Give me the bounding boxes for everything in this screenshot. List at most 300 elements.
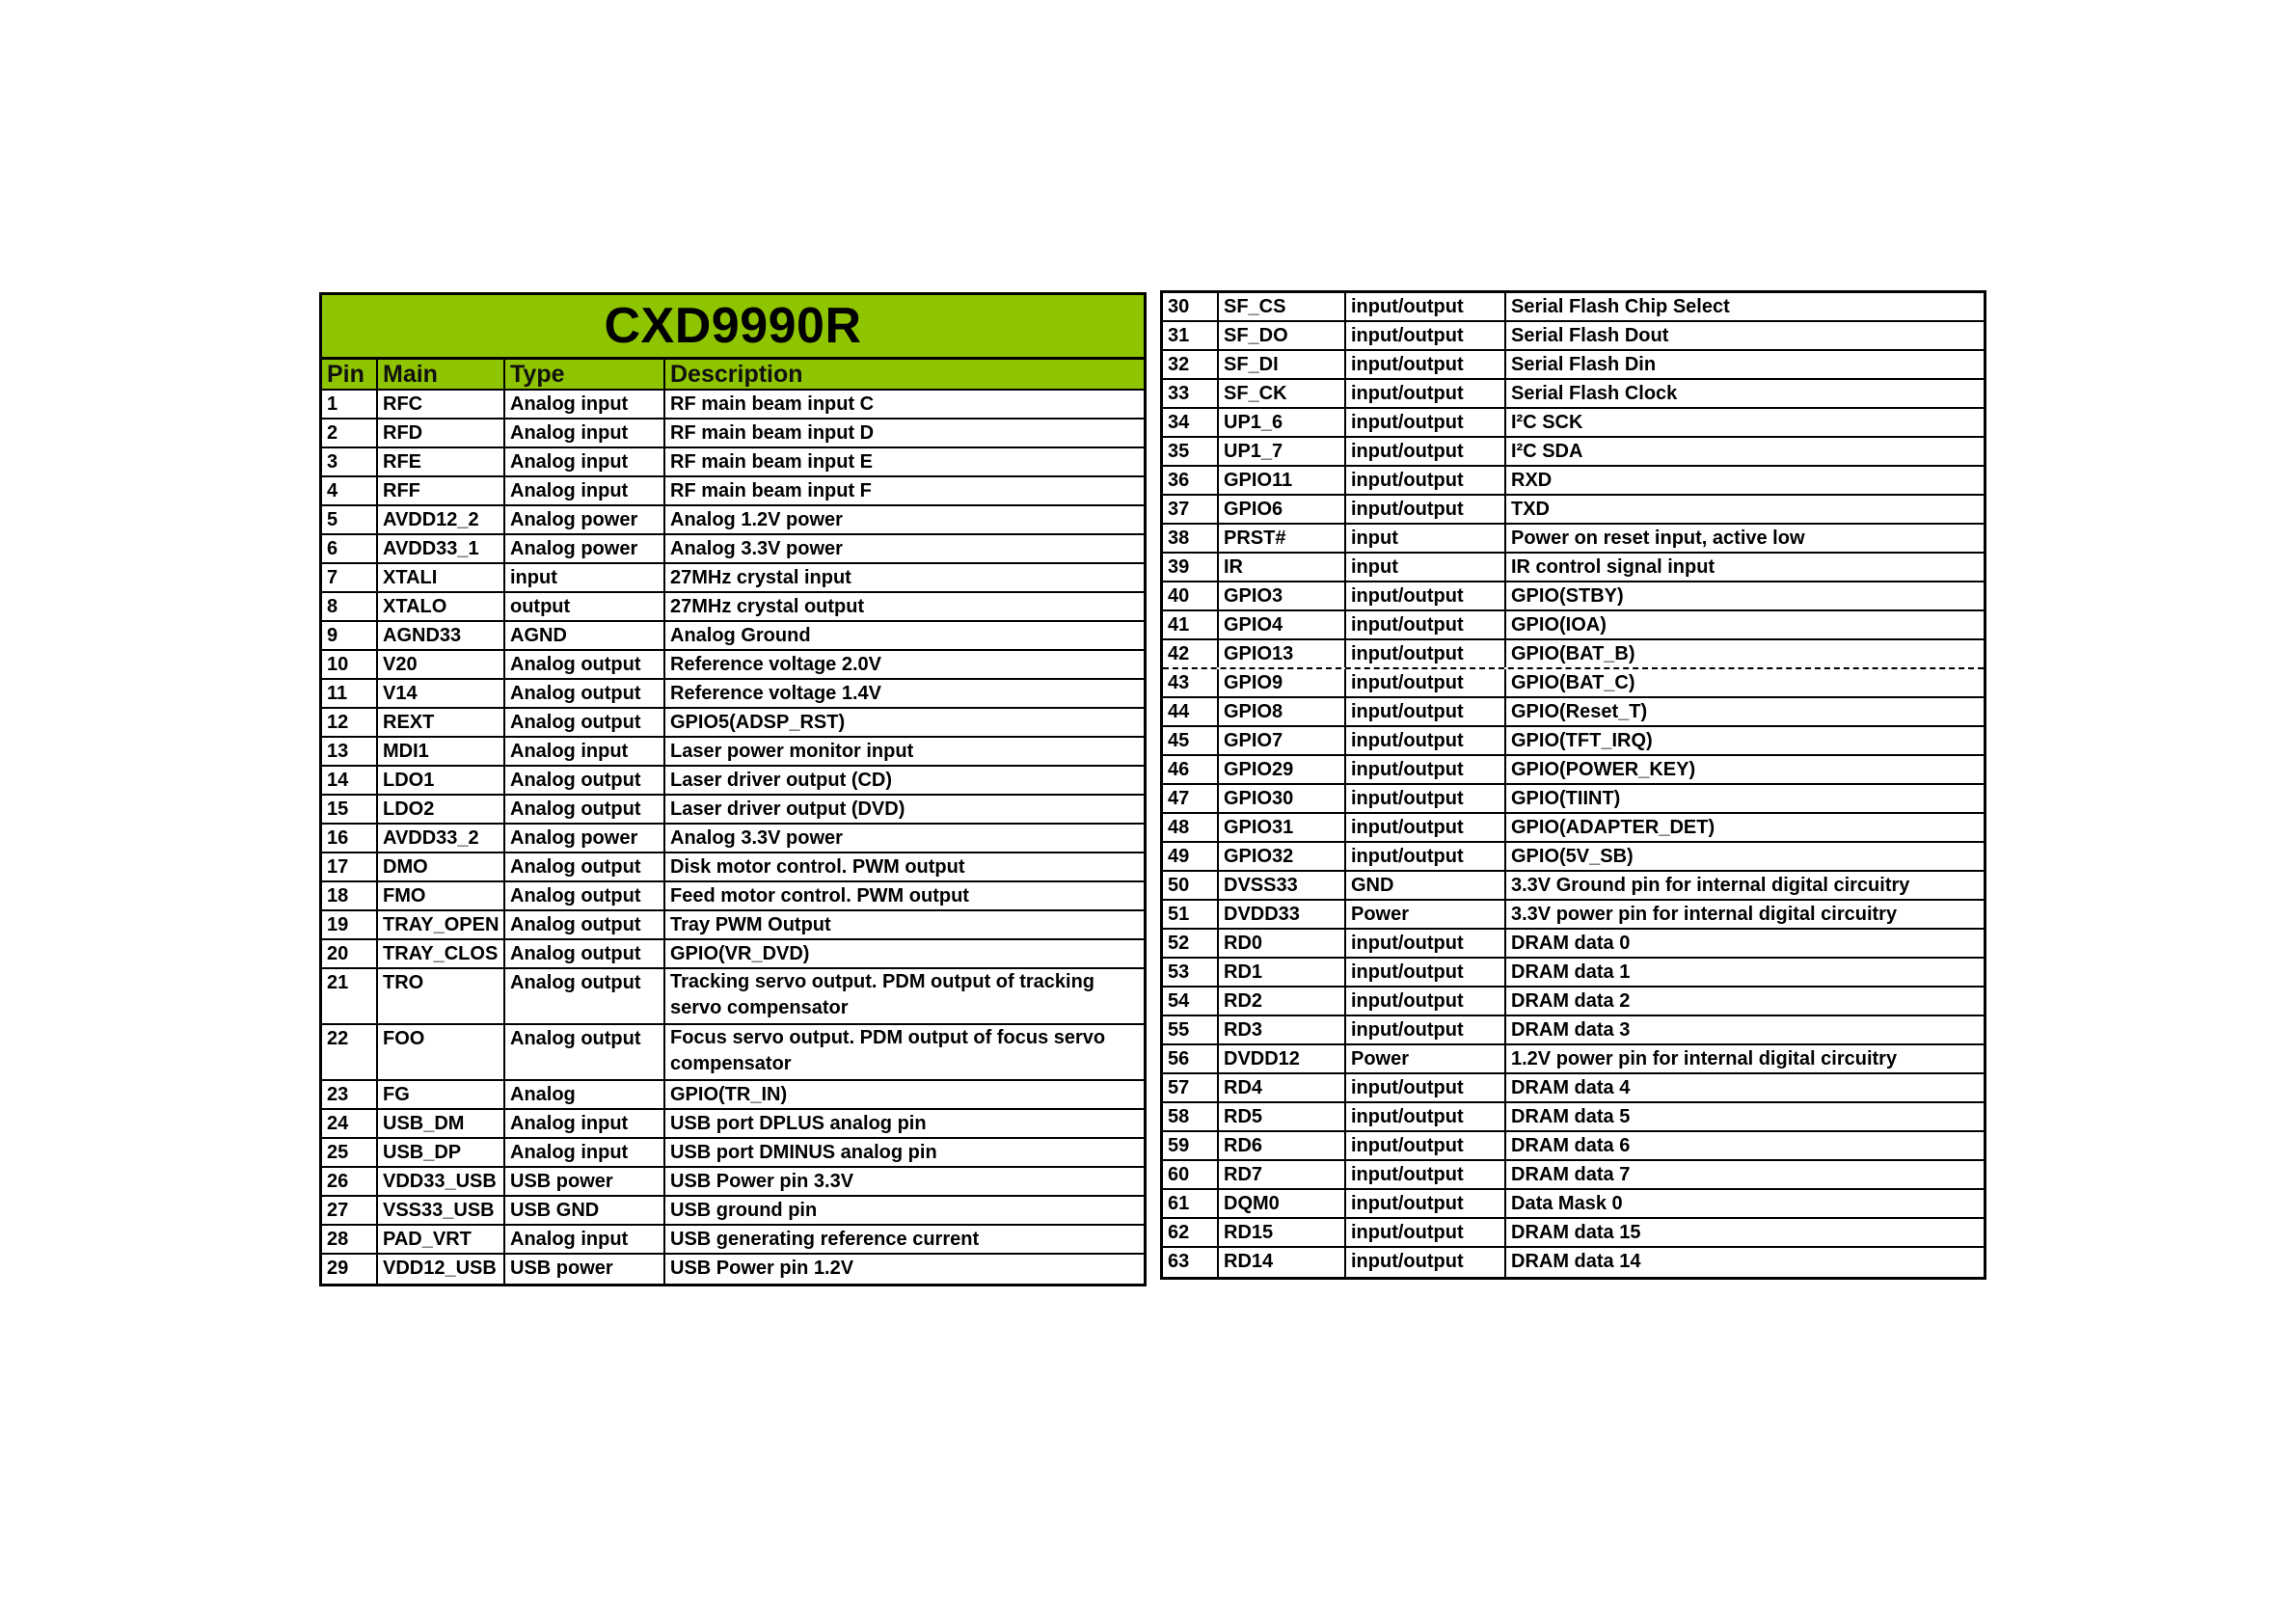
description-cell: USB port DPLUS analog pin — [670, 1113, 927, 1134]
main-cell: GPIO13 — [1219, 640, 1346, 667]
description-cell: RF main beam input E — [670, 451, 874, 473]
type-cell: Analog output — [505, 796, 665, 823]
table-row — [322, 506, 1144, 535]
type-cell: input/output — [1346, 1132, 1506, 1159]
main-cell: XTALI — [378, 564, 505, 591]
pin-cell: 54 — [1163, 988, 1219, 1015]
header-main: Main — [378, 360, 505, 389]
pin-cell: 28 — [322, 1226, 378, 1253]
pin-table-left — [319, 292, 1147, 1286]
type-cell: input/output — [1346, 959, 1506, 986]
pin-cell: 53 — [1163, 959, 1219, 986]
pin-cell: 24 — [322, 1110, 378, 1137]
main-cell: TRAY_OPEN — [378, 911, 505, 938]
pin-cell: 19 — [322, 911, 378, 938]
table-row — [322, 420, 1144, 448]
pin-cell: 57 — [1163, 1074, 1219, 1101]
main-cell: GPIO3 — [1219, 582, 1346, 609]
description-cell: DRAM data 4 — [1511, 1077, 1631, 1098]
description-cell: Analog 1.2V power — [670, 509, 843, 530]
table-row — [322, 651, 1144, 680]
main-cell: RFE — [378, 448, 505, 475]
table-header-row — [322, 360, 1144, 391]
type-cell: Analog input — [505, 391, 665, 418]
table-row — [1163, 814, 1984, 843]
type-cell: input — [1346, 525, 1506, 552]
description-cell: USB Power pin 3.3V — [670, 1171, 854, 1192]
type-cell: Analog input — [505, 738, 665, 765]
table-row — [1163, 785, 1984, 814]
main-cell: DMO — [378, 853, 505, 880]
table-row — [1163, 1132, 1984, 1161]
header-pin: Pin — [322, 360, 378, 389]
pin-cell: 16 — [322, 825, 378, 852]
table-row — [322, 564, 1144, 593]
description-cell: GPIO(IOA) — [1511, 614, 1607, 636]
type-cell: input/output — [1346, 1074, 1506, 1101]
type-cell: Analog output — [505, 940, 665, 967]
table-row — [322, 969, 1144, 1025]
pin-cell: 43 — [1163, 669, 1219, 696]
main-cell: GPIO9 — [1219, 669, 1346, 696]
description-cell: Laser driver output (CD) — [670, 770, 893, 791]
table-row — [1163, 322, 1984, 351]
main-cell: RD14 — [1219, 1248, 1346, 1277]
type-cell: GND — [1346, 872, 1506, 899]
main-cell: REXT — [378, 709, 505, 736]
main-cell: TRO — [378, 969, 505, 1023]
table-row — [322, 535, 1144, 564]
table-row — [322, 622, 1144, 651]
description-cell: Data Mask 0 — [1511, 1193, 1623, 1214]
left-table-body — [322, 391, 1144, 1284]
type-cell: input/output — [1346, 669, 1506, 696]
pin-table-right — [1160, 290, 1986, 1280]
table-row — [1163, 554, 1984, 582]
main-cell: USB_DM — [378, 1110, 505, 1137]
type-cell: input/output — [1346, 1190, 1506, 1217]
table-row — [322, 593, 1144, 622]
type-cell: Analog input — [505, 1139, 665, 1166]
table-row — [322, 1081, 1144, 1110]
main-cell: PRST# — [1219, 525, 1346, 552]
pin-cell: 61 — [1163, 1190, 1219, 1217]
description-cell: Focus servo output. PDM output of focus servo compensator — [670, 1027, 1106, 1074]
pin-cell: 8 — [322, 593, 378, 620]
description-cell: Serial Flash Dout — [1511, 325, 1669, 346]
table-row — [322, 680, 1144, 709]
table-row — [1163, 1074, 1984, 1103]
pin-cell: 13 — [322, 738, 378, 765]
header-type: Type — [505, 360, 665, 389]
main-cell: RD5 — [1219, 1103, 1346, 1130]
description-cell: GPIO(TR_IN) — [670, 1084, 788, 1105]
pin-cell: 26 — [322, 1168, 378, 1195]
main-cell: VDD12_USB — [378, 1255, 505, 1284]
pin-cell: 6 — [322, 535, 378, 562]
description-cell: GPIO5(ADSP_RST) — [670, 712, 846, 733]
table-row — [1163, 756, 1984, 785]
description-cell: I²C SCK — [1511, 412, 1583, 433]
pin-cell: 52 — [1163, 930, 1219, 957]
type-cell: USB power — [505, 1255, 665, 1284]
main-cell: RFD — [378, 420, 505, 447]
description-cell: Laser power monitor input — [670, 741, 914, 762]
table-row — [322, 1197, 1144, 1226]
description-cell: GPIO(BAT_B) — [1511, 643, 1635, 664]
pin-cell: 45 — [1163, 727, 1219, 754]
description-cell: GPIO(POWER_KEY) — [1511, 759, 1696, 780]
description-cell: Serial Flash Din — [1511, 354, 1657, 375]
pin-cell: 47 — [1163, 785, 1219, 812]
type-cell: input/output — [1346, 843, 1506, 870]
type-cell: input/output — [1346, 1103, 1506, 1130]
pin-cell: 46 — [1163, 756, 1219, 783]
type-cell: Analog output — [505, 709, 665, 736]
pin-cell: 2 — [322, 420, 378, 447]
description-cell: GPIO(BAT_C) — [1511, 672, 1635, 693]
type-cell: Analog power — [505, 506, 665, 533]
type-cell: Analog output — [505, 680, 665, 707]
table-row — [1163, 496, 1984, 525]
description-cell: RF main beam input F — [670, 480, 872, 501]
description-cell: Serial Flash Clock — [1511, 383, 1678, 404]
main-cell: AVDD33_1 — [378, 535, 505, 562]
type-cell: input/output — [1346, 1161, 1506, 1188]
pin-cell: 27 — [322, 1197, 378, 1224]
description-cell: USB generating reference current — [670, 1229, 980, 1250]
pin-cell: 63 — [1163, 1248, 1219, 1277]
main-cell: GPIO32 — [1219, 843, 1346, 870]
table-row — [322, 853, 1144, 882]
description-cell: GPIO(VR_DVD) — [670, 943, 810, 964]
main-cell: DVDD33 — [1219, 901, 1346, 928]
description-cell: DRAM data 0 — [1511, 933, 1631, 954]
pin-cell: 12 — [322, 709, 378, 736]
type-cell: input/output — [1346, 640, 1506, 667]
type-cell: input/output — [1346, 351, 1506, 378]
table-row — [322, 825, 1144, 853]
pin-cell: 5 — [322, 506, 378, 533]
description-cell: USB ground pin — [670, 1200, 818, 1221]
main-cell: RD15 — [1219, 1219, 1346, 1246]
main-cell: SF_CK — [1219, 380, 1346, 407]
pin-cell: 56 — [1163, 1045, 1219, 1072]
description-cell: 27MHz crystal output — [670, 596, 865, 617]
type-cell: Analog output — [505, 911, 665, 938]
table-row — [1163, 525, 1984, 554]
type-cell: output — [505, 593, 665, 620]
description-cell: RF main beam input C — [670, 393, 875, 415]
description-cell: DRAM data 6 — [1511, 1135, 1631, 1156]
table-row — [322, 911, 1144, 940]
pin-cell: 58 — [1163, 1103, 1219, 1130]
main-cell: GPIO30 — [1219, 785, 1346, 812]
main-cell: RD7 — [1219, 1161, 1346, 1188]
description-cell: DRAM data 14 — [1511, 1251, 1641, 1272]
pin-cell: 1 — [322, 391, 378, 418]
description-cell: GPIO(STBY) — [1511, 585, 1624, 607]
table-row — [322, 767, 1144, 796]
main-cell: RD1 — [1219, 959, 1346, 986]
table-row — [322, 1226, 1144, 1255]
description-cell: Analog 3.3V power — [670, 538, 843, 559]
type-cell: input/output — [1346, 785, 1506, 812]
description-cell: DRAM data 1 — [1511, 961, 1631, 983]
description-cell: Tracking servo output. PDM output of tracking servo compensator — [670, 971, 1095, 1018]
header-description: Description — [670, 361, 803, 388]
table-row — [1163, 1161, 1984, 1190]
table-row — [322, 940, 1144, 969]
description-cell: Disk motor control. PWM output — [670, 856, 965, 878]
description-cell: RF main beam input D — [670, 422, 875, 444]
pin-cell: 30 — [1163, 293, 1219, 320]
table-row — [1163, 351, 1984, 380]
type-cell: input/output — [1346, 293, 1506, 320]
type-cell: input/output — [1346, 467, 1506, 494]
table-title: CXD9990R — [322, 295, 1144, 360]
main-cell: TRAY_CLOS — [378, 940, 505, 967]
description-cell: DRAM data 5 — [1511, 1106, 1631, 1127]
type-cell: Analog output — [505, 1025, 665, 1079]
type-cell: input/output — [1346, 698, 1506, 725]
main-cell: GPIO29 — [1219, 756, 1346, 783]
main-cell: AGND33 — [378, 622, 505, 649]
pin-cell: 41 — [1163, 611, 1219, 638]
table-row — [322, 1168, 1144, 1197]
pin-cell: 18 — [322, 882, 378, 909]
table-row — [322, 709, 1144, 738]
description-cell: Power on reset input, active low — [1511, 528, 1805, 549]
pin-cell: 35 — [1163, 438, 1219, 465]
pin-cell: 39 — [1163, 554, 1219, 581]
table-row — [322, 796, 1144, 825]
pin-cell: 34 — [1163, 409, 1219, 436]
main-cell: USB_DP — [378, 1139, 505, 1166]
main-cell: RFF — [378, 477, 505, 504]
table-row — [322, 477, 1144, 506]
main-cell: DQM0 — [1219, 1190, 1346, 1217]
main-cell: RFC — [378, 391, 505, 418]
pin-cell: 33 — [1163, 380, 1219, 407]
pin-cell: 50 — [1163, 872, 1219, 899]
type-cell: Analog output — [505, 882, 665, 909]
pin-cell: 22 — [322, 1025, 378, 1079]
description-cell: GPIO(ADAPTER_DET) — [1511, 817, 1715, 838]
main-cell: DVDD12 — [1219, 1045, 1346, 1072]
type-cell: Analog power — [505, 825, 665, 852]
pin-cell: 60 — [1163, 1161, 1219, 1188]
table-row — [322, 448, 1144, 477]
description-cell: Tray PWM Output — [670, 914, 831, 935]
pin-cell: 29 — [322, 1255, 378, 1284]
description-cell: RXD — [1511, 470, 1553, 491]
description-cell: USB Power pin 1.2V — [670, 1258, 854, 1279]
table-row — [1163, 1103, 1984, 1132]
table-row — [322, 882, 1144, 911]
main-cell: GPIO8 — [1219, 698, 1346, 725]
table-row — [1163, 843, 1984, 872]
table-row — [1163, 698, 1984, 727]
main-cell: IR — [1219, 554, 1346, 581]
type-cell: Analog output — [505, 651, 665, 678]
type-cell: input/output — [1346, 380, 1506, 407]
pin-cell: 21 — [322, 969, 378, 1023]
type-cell: input — [1346, 554, 1506, 581]
pin-cell: 37 — [1163, 496, 1219, 523]
pin-cell: 62 — [1163, 1219, 1219, 1246]
table-row — [1163, 582, 1984, 611]
table-row — [1163, 409, 1984, 438]
main-cell: RD4 — [1219, 1074, 1346, 1101]
table-row — [1163, 640, 1984, 669]
table-row — [322, 1139, 1144, 1168]
type-cell: Analog output — [505, 969, 665, 1023]
main-cell: FG — [378, 1081, 505, 1108]
main-cell: RD0 — [1219, 930, 1346, 957]
pin-cell: 59 — [1163, 1132, 1219, 1159]
table-row — [1163, 467, 1984, 496]
table-row — [1163, 1190, 1984, 1219]
description-cell: TXD — [1511, 499, 1550, 520]
type-cell: input/output — [1346, 1016, 1506, 1043]
type-cell: Analog power — [505, 535, 665, 562]
description-cell: Reference voltage 2.0V — [670, 654, 881, 675]
pin-cell: 7 — [322, 564, 378, 591]
description-cell: Laser driver output (DVD) — [670, 798, 905, 820]
table-row — [1163, 1016, 1984, 1045]
type-cell: Power — [1346, 901, 1506, 928]
main-cell: V20 — [378, 651, 505, 678]
main-cell: RD2 — [1219, 988, 1346, 1015]
description-cell: I²C SDA — [1511, 441, 1583, 462]
type-cell: input/output — [1346, 582, 1506, 609]
type-cell: Analog input — [505, 448, 665, 475]
table-row — [1163, 293, 1984, 322]
table-row — [1163, 988, 1984, 1016]
type-cell: input — [505, 564, 665, 591]
main-cell: UP1_7 — [1219, 438, 1346, 465]
main-cell: GPIO7 — [1219, 727, 1346, 754]
pin-cell: 42 — [1163, 640, 1219, 667]
table-row — [322, 1025, 1144, 1081]
pin-cell: 48 — [1163, 814, 1219, 841]
description-cell: USB port DMINUS analog pin — [670, 1142, 937, 1163]
main-cell: FMO — [378, 882, 505, 909]
type-cell: Analog output — [505, 853, 665, 880]
main-cell: PAD_VRT — [378, 1226, 505, 1253]
type-cell: input/output — [1346, 756, 1506, 783]
main-cell: VDD33_USB — [378, 1168, 505, 1195]
main-cell: AVDD33_2 — [378, 825, 505, 852]
table-row — [322, 391, 1144, 420]
type-cell: input/output — [1346, 409, 1506, 436]
table-row — [1163, 669, 1984, 698]
pin-cell: 49 — [1163, 843, 1219, 870]
table-row — [322, 1110, 1144, 1139]
type-cell: input/output — [1346, 322, 1506, 349]
main-cell: SF_DO — [1219, 322, 1346, 349]
description-cell: DRAM data 15 — [1511, 1222, 1641, 1243]
pin-cell: 40 — [1163, 582, 1219, 609]
type-cell: input/output — [1346, 814, 1506, 841]
main-cell: MDI1 — [378, 738, 505, 765]
type-cell: USB power — [505, 1168, 665, 1195]
table-row — [1163, 380, 1984, 409]
type-cell: input/output — [1346, 727, 1506, 754]
type-cell: Analog — [505, 1081, 665, 1108]
description-cell: GPIO(TFT_IRQ) — [1511, 730, 1653, 751]
main-cell: FOO — [378, 1025, 505, 1079]
description-cell: 1.2V power pin for internal digital circuitry — [1511, 1048, 1898, 1069]
type-cell: input/output — [1346, 930, 1506, 957]
table-row — [1163, 1045, 1984, 1074]
type-cell: input/output — [1346, 611, 1506, 638]
type-cell: input/output — [1346, 1219, 1506, 1246]
type-cell: input/output — [1346, 496, 1506, 523]
main-cell: LDO2 — [378, 796, 505, 823]
main-cell: RD6 — [1219, 1132, 1346, 1159]
description-cell: DRAM data 3 — [1511, 1019, 1631, 1041]
description-cell: Serial Flash Chip Select — [1511, 296, 1730, 317]
pin-cell: 32 — [1163, 351, 1219, 378]
type-cell: input/output — [1346, 988, 1506, 1015]
table-row — [322, 738, 1144, 767]
pin-cell: 4 — [322, 477, 378, 504]
main-cell: VSS33_USB — [378, 1197, 505, 1224]
description-cell: Feed motor control. PWM output — [670, 885, 969, 907]
pin-cell: 20 — [322, 940, 378, 967]
pin-cell: 36 — [1163, 467, 1219, 494]
type-cell: Analog output — [505, 767, 665, 794]
main-cell: GPIO11 — [1219, 467, 1346, 494]
main-cell: AVDD12_2 — [378, 506, 505, 533]
table-row — [1163, 611, 1984, 640]
description-cell: Reference voltage 1.4V — [670, 683, 881, 704]
pin-cell: 55 — [1163, 1016, 1219, 1043]
main-cell: SF_CS — [1219, 293, 1346, 320]
pin-cell: 23 — [322, 1081, 378, 1108]
pin-cell: 25 — [322, 1139, 378, 1166]
main-cell: GPIO4 — [1219, 611, 1346, 638]
table-row — [1163, 872, 1984, 901]
pin-cell: 9 — [322, 622, 378, 649]
description-cell: GPIO(5V_SB) — [1511, 846, 1634, 867]
description-cell: Analog 3.3V power — [670, 827, 843, 849]
pin-cell: 31 — [1163, 322, 1219, 349]
description-cell: Analog Ground — [670, 625, 811, 646]
main-cell: GPIO6 — [1219, 496, 1346, 523]
type-cell: AGND — [505, 622, 665, 649]
type-cell: USB GND — [505, 1197, 665, 1224]
right-table-body — [1163, 293, 1984, 1277]
main-cell: V14 — [378, 680, 505, 707]
main-cell: RD3 — [1219, 1016, 1346, 1043]
table-row — [1163, 930, 1984, 959]
type-cell: Analog input — [505, 420, 665, 447]
main-cell: GPIO31 — [1219, 814, 1346, 841]
pin-cell: 10 — [322, 651, 378, 678]
pin-cell: 17 — [322, 853, 378, 880]
description-cell: 27MHz crystal input — [670, 567, 851, 588]
type-cell: input/output — [1346, 438, 1506, 465]
pin-cell: 11 — [322, 680, 378, 707]
pin-cell: 44 — [1163, 698, 1219, 725]
type-cell: Analog input — [505, 1110, 665, 1137]
table-row — [1163, 959, 1984, 988]
table-row — [1163, 1219, 1984, 1248]
main-cell: UP1_6 — [1219, 409, 1346, 436]
